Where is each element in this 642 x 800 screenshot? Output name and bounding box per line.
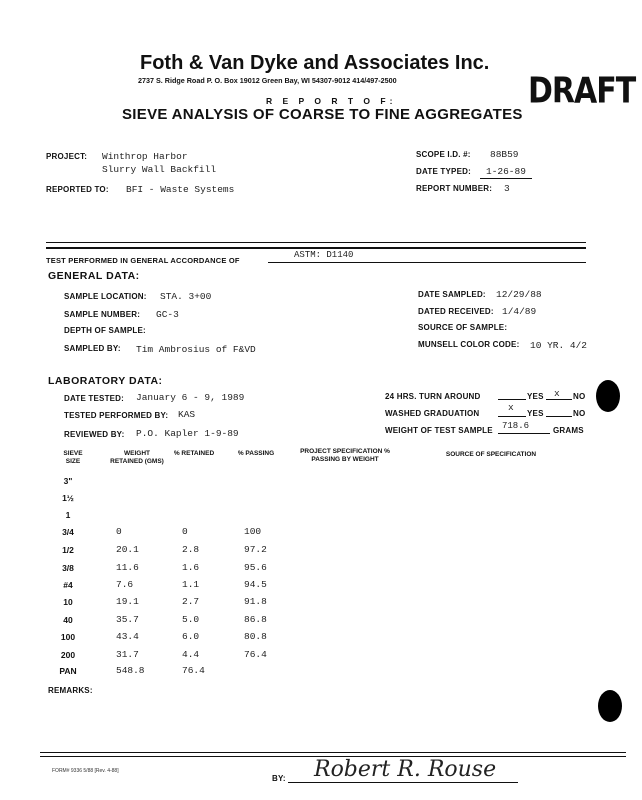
project-label: PROJECT: [46,152,88,161]
test-accordance-label: TEST PERFORMED IN GENERAL ACCORDANCE OF [46,256,240,265]
signature-line [288,782,518,783]
washed-no-blank [546,416,572,417]
column-header-sieve-size: SIEVE SIZE [63,450,83,465]
percent-passing-cell: 97.2 [244,544,267,555]
weight-unit-label: GRAMS [553,426,584,435]
reported-to-value: BFI - Waste Systems [126,184,235,195]
test-accordance-value: ASTM: D1140 [294,250,354,260]
percent-retained-cell: 5.0 [182,614,200,625]
turnaround-yes-label: YES [527,392,544,401]
sieve-size-cell: 3" [63,476,73,486]
sieve-size-cell: 40 [63,615,73,625]
separator-rule-1 [46,242,586,243]
weight-retained-cell: 35.7 [116,614,139,625]
footer-rule [40,752,626,753]
percent-retained-cell: 76.4 [182,665,205,676]
washed-no-label: NO [573,409,586,418]
sieve-size-cell: 1½ [62,493,74,503]
turnaround-no-blank [546,399,572,400]
laboratory-data-heading: LABORATORY DATA: [48,375,163,387]
report-number-value: 3 [504,183,510,194]
percent-passing-cell: 100 [244,526,262,537]
depth-of-sample-label: DEPTH OF SAMPLE: [64,326,146,335]
weight-retained-cell: 31.7 [116,649,139,660]
date-typed-underline [480,178,532,179]
reported-to-label: REPORTED TO: [46,185,109,194]
turnaround-yes-blank [498,399,526,400]
washed-graduation-label: WASHED GRADUATION [385,409,480,418]
percent-passing-cell: 91.8 [244,596,267,607]
sample-location-value: STA. 3+00 [160,291,212,302]
date-tested-value: January 6 - 9, 1989 [136,392,245,403]
sampled-by-value: Tim Ambrosius of F&VD [136,344,256,355]
sieve-size-cell: 100 [60,632,76,642]
sieve-size-cell: PAN [59,666,77,676]
washed-mark: x [508,402,514,413]
turnaround-label: 24 HRS. TURN AROUND [385,392,481,401]
signature-by-label: BY: [272,774,286,783]
report-title: SIEVE ANALYSIS OF COARSE TO FINE AGGREGATES [122,106,523,123]
sample-location-label: SAMPLE LOCATION: [64,292,147,301]
munsell-color-label: MUNSELL COLOR CODE: [418,340,520,349]
column-header-weight-retained: WEIGHT RETAINED (GMS) [110,450,164,465]
sample-number-label: SAMPLE NUMBER: [64,310,141,319]
sieve-size-cell: 1/2 [62,545,74,555]
tested-by-label: TESTED PERFORMED BY: [64,411,169,420]
tested-by-value: KAS [178,409,196,420]
test-accordance-underline [268,262,586,263]
weight-of-sample-underline [498,433,550,434]
scope-id-label: SCOPE I.D. #: [416,150,471,159]
sieve-size-cell: 3/8 [62,563,74,573]
remarks-label: REMARKS: [48,686,93,695]
munsell-color-value: 10 YR. 4/2 [530,340,588,351]
percent-passing-cell: 76.4 [244,649,267,660]
column-header-percent-passing: % PASSING [237,450,275,457]
sieve-size-cell: #4 [63,580,73,590]
sampled-by-label: SAMPLED BY: [64,344,121,353]
percent-retained-cell: 2.7 [182,596,200,607]
scope-id-value: 88B59 [490,149,519,160]
punch-hole-top [596,380,620,412]
weight-retained-cell: 0 [116,526,122,537]
date-sampled-label: DATE SAMPLED: [418,290,486,299]
percent-passing-cell: 80.8 [244,631,267,642]
weight-retained-cell: 11.6 [116,562,139,573]
source-of-sample-label: SOURCE OF SAMPLE: [418,323,508,332]
sieve-size-cell: 200 [60,650,76,660]
report-of-label: R E P O R T O F: [266,96,397,106]
sieve-size-cell: 1 [65,510,71,520]
column-header-source-of-specification: SOURCE OF SPECIFICATION [445,451,537,458]
percent-passing-cell: 94.5 [244,579,267,590]
punch-hole-bottom [598,690,622,722]
weight-of-sample-label: WEIGHT OF TEST SAMPLE [385,426,493,435]
washed-yes-label: YES [527,409,544,418]
date-typed-label: DATE TYPED: [416,167,471,176]
weight-retained-cell: 43.4 [116,631,139,642]
date-typed-value: 1-26-89 [486,166,526,177]
washed-yes-blank [498,416,526,417]
percent-passing-cell: 95.6 [244,562,267,573]
date-received-value: 1/4/89 [502,306,537,317]
draft-stamp: DRAFT [528,70,636,112]
sieve-size-cell: 10 [63,597,73,607]
percent-retained-cell: 0 [182,526,188,537]
percent-retained-cell: 2.8 [182,544,200,555]
weight-retained-cell: 19.1 [116,596,139,607]
percent-retained-cell: 1.6 [182,562,200,573]
separator-rule-2 [46,247,586,249]
turnaround-mark: x [554,388,560,399]
weight-retained-cell: 548.8 [116,665,145,676]
form-number: FORM# 9336 5/88 [Rev. 4-88] [52,768,119,774]
project-name: Winthrop Harbor [102,151,188,162]
date-received-label: DATED RECEIVED: [418,307,494,316]
company-address: 2737 S. Ridge Road P. O. Box 19012 Green Bay, WI 54307-9012 414/497-2500 [138,76,397,85]
percent-retained-cell: 1.1 [182,579,200,590]
sample-number-value: GC-3 [156,309,179,320]
date-tested-label: DATE TESTED: [64,394,125,403]
date-sampled-value: 12/29/88 [496,289,542,300]
reviewed-by-label: REVIEWED BY: [64,430,125,439]
turnaround-no-label: NO [573,392,586,401]
column-header-project-specification: PROJECT SPECIFICATION % PASSING BY WEIGHT [300,448,390,463]
percent-retained-cell: 4.4 [182,649,200,660]
weight-of-sample-value: 718.6 [502,421,530,431]
weight-retained-cell: 7.6 [116,579,134,590]
percent-retained-cell: 6.0 [182,631,200,642]
reviewed-by-value: P.O. Kapler 1-9-89 [136,428,239,439]
company-name: Foth & Van Dyke and Associates Inc. [140,52,490,74]
weight-retained-cell: 20.1 [116,544,139,555]
percent-passing-cell: 86.8 [244,614,267,625]
sieve-size-cell: 3/4 [62,527,74,537]
project-description: Slurry Wall Backfill [102,164,217,175]
column-header-percent-retained: % RETAINED [173,450,215,457]
signature: Robert R. Rouse [314,757,497,782]
report-number-label: REPORT NUMBER: [416,184,493,193]
general-data-heading: GENERAL DATA: [48,270,140,282]
